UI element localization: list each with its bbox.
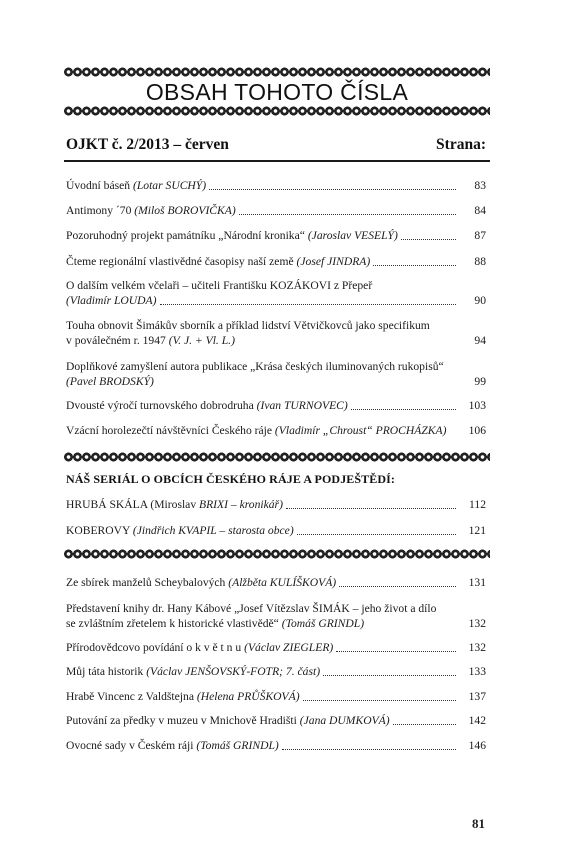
toc-entry <box>66 640 486 656</box>
issue-header <box>66 136 486 154</box>
entry-author: (Vladimír „Chroust“ PROCHÁZKA) <box>274 424 447 437</box>
entry-title: Pozoruhodný projekt památníku „Národní kronika“ <box>66 229 308 242</box>
entry-page: 132 <box>468 617 486 630</box>
entry-author: (Václav JENŠOVSKÝ-FOTR; 7. část) <box>146 665 321 678</box>
entry-author: (Vladimír LOUDA) <box>66 294 157 307</box>
entry-page: 133 <box>468 665 486 678</box>
entry-page: 132 <box>468 641 486 654</box>
entry-title: Ze sbírek manželů Scheybalových <box>66 576 229 589</box>
entry-author-name: (Miroslav <box>150 498 200 511</box>
toc-entry <box>66 228 486 244</box>
entry-page: 90 <box>474 294 486 307</box>
entry-page: 137 <box>468 690 486 703</box>
dot-leader <box>393 724 456 725</box>
dot-leader <box>401 239 456 240</box>
toc-entry <box>66 497 486 513</box>
entry-author: (Václav ZIEGLER) <box>244 641 334 654</box>
entry-author: (Tomáš GRINDL) <box>281 617 365 630</box>
entry-title: HRUBÁ SKÁLA <box>66 498 151 511</box>
dot-leader <box>160 304 457 305</box>
dot-leader <box>336 651 456 652</box>
entry-title: Úvodní báseň <box>66 179 133 192</box>
entry-page: 103 <box>468 399 486 412</box>
entry-author: (V. J. + Vl. L.) <box>168 334 235 347</box>
entry-page: 131 <box>468 576 486 589</box>
toc-entry <box>66 203 486 219</box>
entry-title: Doplňkové zamyšlení autora publikace „Krása českých iluminovaných rukopisů“ <box>66 360 444 373</box>
page-number: 81 <box>472 816 485 831</box>
dot-leader <box>351 409 456 410</box>
entry-page: 112 <box>469 498 486 511</box>
toc-entry-line1 <box>66 601 486 617</box>
ornament-border-top-2 <box>64 106 490 116</box>
entry-author: (Tomáš GRINDL) <box>196 739 279 752</box>
entry-title: Vzácní horolezečtí návštěvníci Českého ráje <box>66 424 275 437</box>
header-rule <box>64 160 490 162</box>
entry-page: 88 <box>474 255 486 268</box>
entry-title: Přírodovědcovo povídání o k v ě t n u <box>66 641 245 654</box>
toc-entry-line1 <box>66 278 486 294</box>
dot-leader <box>209 189 456 190</box>
toc-entry <box>66 664 486 680</box>
entry-title: Putování za předky v muzeu v Mnichově Hradišti <box>66 714 300 727</box>
entry-author: (Jaroslav VESELÝ) <box>307 229 398 242</box>
ornament-divider-1 <box>64 452 490 462</box>
entry-author: (Pavel BRODSKÝ) <box>66 375 154 388</box>
dot-leader <box>323 675 456 676</box>
entry-title: KOBEROVY <box>66 524 133 537</box>
toc-entry <box>66 178 486 194</box>
entry-author: (Josef JINDRA) <box>296 255 371 268</box>
entry-author: (Lotar SUCHÝ) <box>132 179 207 192</box>
toc-entry <box>66 575 486 591</box>
entry-title: Čteme regionální vlastivědné časopisy naší země <box>66 255 297 268</box>
entry-author: (Miloš BOROVIČKA) <box>134 204 236 217</box>
entry-page: 121 <box>468 524 486 537</box>
dot-leader <box>297 534 456 535</box>
toc-entry-line2 <box>66 374 486 390</box>
entry-title: Dvousté výročí turnovského dobrodruha <box>66 399 257 412</box>
toc-entry <box>66 423 486 439</box>
entry-author: (Jindřich KVAPIL – starosta obce) <box>132 524 294 537</box>
entry-page: 146 <box>468 739 486 752</box>
toc-entry <box>66 713 486 729</box>
entry-page: 106 <box>468 424 486 437</box>
toc-entry <box>66 398 486 414</box>
toc-entry <box>66 738 486 754</box>
ornament-divider-2 <box>64 549 490 559</box>
toc-entry <box>66 523 486 539</box>
dot-leader <box>286 508 456 509</box>
toc-entry-line2 <box>66 616 486 632</box>
entry-title: O dalším velkém včelaři – učiteli Františku KOZÁKOVI z Přepeř <box>66 279 373 292</box>
entry-title-cont: se zvláštním zřetelem k historické vlastivědě“ <box>66 617 282 630</box>
page-title: OBSAH TOHOTO ČÍSLA <box>145 79 409 105</box>
entry-title: Můj táta historik <box>66 665 147 678</box>
toc-entry-line1 <box>66 318 486 334</box>
entry-page: 84 <box>474 204 486 217</box>
entry-title: Ovocné sady v Českém ráji <box>66 739 197 752</box>
toc-entry-line2 <box>66 293 486 309</box>
entry-title: Hrabě Vincenc z Valdštejna <box>66 690 197 703</box>
dot-leader <box>239 214 456 215</box>
dot-leader <box>303 700 456 701</box>
entry-author: (Jana DUMKOVÁ) <box>299 714 390 727</box>
entry-title: Touha obnovit Šimákův sborník a příklad lidství Větvičkovců jako specifikum <box>66 319 430 332</box>
toc-entry <box>66 689 486 705</box>
entry-author: BRIXI – kronikář) <box>199 498 283 511</box>
dot-leader <box>282 749 456 750</box>
page-column-label: Strana: <box>436 136 486 153</box>
toc-entry-line2 <box>66 333 486 349</box>
entry-page: 94 <box>474 334 486 347</box>
entry-page: 83 <box>474 179 486 192</box>
entry-title-cont: v poválečném r. 1947 <box>66 334 169 347</box>
entry-page: 87 <box>474 229 486 242</box>
entry-page: 142 <box>468 714 486 727</box>
entry-author: (Ivan TURNOVEC) <box>256 399 348 412</box>
entry-author: (Alžběta KULÍŠKOVÁ) <box>228 576 337 589</box>
toc-entry <box>66 254 486 270</box>
entry-title: Představení knihy dr. Hany Kábové „Josef Vítězslav ŠIMÁK – jeho život a dílo <box>66 602 437 615</box>
toc-entry-line1 <box>66 359 486 375</box>
issue-label: OJKT č. 2/2013 – červen <box>66 136 229 153</box>
serial-heading: NÁŠ SERIÁL O OBCÍCH ČESKÉHO RÁJE A PODJEŠTĚDÍ: <box>66 472 396 486</box>
entry-page: 99 <box>474 375 486 388</box>
dot-leader <box>339 586 456 587</box>
entry-author: (Helena PRŮŠKOVÁ) <box>196 690 300 703</box>
ornament-border-top-1 <box>64 67 490 77</box>
entry-title: Antimony ´70 <box>66 204 135 217</box>
dot-leader <box>373 265 456 266</box>
